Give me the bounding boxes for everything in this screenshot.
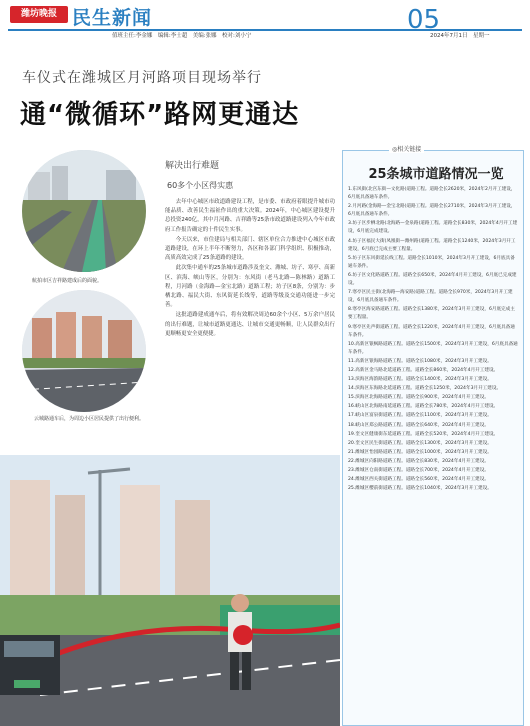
story-headline: 通“微循环”路网更通达 bbox=[20, 100, 300, 130]
list-item: 14.滨海区东海路北延道路工程。道路全长1250米，2024年3月开工建设。 bbox=[348, 386, 502, 392]
list-item: 13.滨海区海韵路道路工程。道路全长1400米，2024年3月开工建设。 bbox=[348, 377, 492, 383]
article-paragraph: 此次集中通车的25条城市道路涉及奎文、潍城、坊子、寒亭、高新区、滨海、峡山等区，分别为：东风街（老马北路—陈林路）道路工程，月河路（金海路—金宝北路）道路工程；坊子区8条，分别为：步栖北路、福民大街、东风街延长线等，道路等级及交通功能进一步完善。 bbox=[165, 265, 335, 309]
list-item: 5.坊子区东风街延长线工程。道路全长1010米，2024年3月开工建设，6月底具备通车条件。 bbox=[348, 255, 515, 269]
list-item: 8.寒亭区海安路道路工程。道路全长1380米，2024年3月开工建设，6月底完成主要工程量。 bbox=[348, 307, 515, 321]
list-item: 7.寒亭区民主街(北海路—海安路)道路工程。道路全长970米，2024年3月开工建设，6月底具备通车条件。 bbox=[348, 290, 513, 304]
list-item: 3.坊子区步栖北路(北海路—金泉路)道路工程。道路全长830米，2024年4月开工建设，6月底完成建设。 bbox=[348, 221, 518, 235]
list-item: 12.高新区金马路北延道路工程。道路全长860米，2024年4月开工建设。 bbox=[348, 367, 499, 373]
article-paragraph: 这批道路建成通车后，将有效解决周边60余个小区、5万余户居民的出行难题，让城市道路更通达、让城市交通更畅顺，让人民群众出行更顺畅更安全更便捷。 bbox=[165, 312, 335, 337]
list-item: 18.峡山区郑公路道路工程。道路全长640米，2024年4月开工建设。 bbox=[348, 422, 489, 428]
list-item: 10.高新区银枫路道路工程。道路全长1500米，2024年3月开工建设，6月底具备通车条件。 bbox=[348, 341, 518, 355]
section-title: 民生新闻 bbox=[72, 7, 153, 29]
newspaper-logo: 潍坊晚报 bbox=[10, 6, 68, 23]
list-item: 22.潍城区向阳路道路工程。道路全长830米，2024年4月开工建设。 bbox=[348, 458, 489, 464]
subhead-communities: 60多个小区得实惠 bbox=[167, 181, 234, 190]
article-paragraph: 去年中心城区市政道路建设工程，是市委、市政府着眼提升城市功能品质、改善民生福祉作出的重大决策。2024年，中心城区建设提升总投资240亿，其中月河路、吉祥路等25条市政道路建设列入今年市政府工作报告确定的十件民生实事。 bbox=[165, 199, 335, 233]
subhead-travel: 解决出行难题 bbox=[165, 161, 220, 171]
road-list bbox=[348, 186, 518, 494]
dateline: 2024年7月1日 星期一 bbox=[430, 33, 490, 39]
list-item: 19.奎文区健康街东延道路工程。道路全长520米，2024年4月开工建设。 bbox=[348, 431, 499, 437]
editor-credits: 值班主任:李金娜 编辑:李士超 美编:张娜 校对:刘小宁 bbox=[112, 33, 252, 39]
list-item: 23.潍城区仓南街道路工程。道路全长700米，2024年4月开工建设。 bbox=[348, 468, 489, 473]
panel-title: 25条城市道路情况一览 bbox=[368, 167, 504, 182]
list-item: 21.潍城区怡园路道路工程。道路全长1000米，2024年3月开工建设。 bbox=[348, 449, 492, 455]
list-item: 20.奎文区民生街道路工程。道路全长1300米，2024年3月开工建设。 bbox=[348, 440, 492, 446]
story-kicker: 车仪式在潍城区月河路项目现场举行 bbox=[22, 70, 262, 86]
list-item: 25.潍城区樱前街道路工程。道路全长1040米，2024年3月开工建设。 bbox=[348, 486, 492, 492]
ribbon-cutting-photo bbox=[0, 455, 340, 726]
photo-caption-aerial: 航拍市区吉祥路建成后的面貌。 bbox=[32, 278, 103, 284]
page-number: 05 bbox=[407, 5, 441, 35]
list-item: 4.坊子区福民大街(凤凰街—潍州路)道路工程。道路全长1240米，2024年3月开工建设，6月底已完成主要工程量。 bbox=[348, 238, 516, 252]
aerial-road-photo bbox=[22, 150, 146, 272]
list-item: 16.峡山区北海路南延道路工程。道路全长780米，2024年4月开工建设。 bbox=[348, 404, 499, 410]
list-item: 17.峡山区富泉街道路工程。道路全长1100米，2024年3月开工建设。 bbox=[348, 413, 492, 419]
list-item: 9.寒亭区先声街道路工程。道路全长1220米，2024年4月开工建设，6月底具备通车条件。 bbox=[348, 324, 515, 338]
list-item: 2.月河路(金海路—金宝北路)道路工程。道路全长2710米，2024年3月开工建设，6月底具备通车条件。 bbox=[348, 204, 516, 218]
masthead bbox=[0, 0, 530, 40]
related-link-tag: ◎相关链接 bbox=[389, 144, 424, 153]
article-body bbox=[165, 198, 335, 340]
list-item: 11.高新区银海路道路工程。道路全长1080米，2024年3月开工建设。 bbox=[348, 358, 492, 364]
list-item: 24.潍城区西关街道路工程。道路全长560米，2024年4月开工建设。 bbox=[348, 477, 489, 483]
list-item: 1.东风街(北宫东街—文化路)道路工程。道路全长2620米，2024年2月开工建设，6月底具备通车条件。 bbox=[348, 187, 516, 201]
photo-caption-residential: 云城路通车后，为周边小区居民提供了出行便利。 bbox=[34, 416, 145, 422]
article-paragraph: 今天以来，市住建局与相关部门、辖区单位合力推进中心城区市政道路建设，在环上半年不断努力，各区和各部门科学组织、积极推动，高质高效完成了25条道路的建设。 bbox=[165, 236, 335, 262]
list-item: 15.滨海区北海路道路工程。道路全长900米，2024年4月开工建设。 bbox=[348, 395, 489, 401]
residential-road-photo bbox=[22, 290, 146, 412]
list-item: 6.坊子区文化路道路工程。道路全长650米，2024年4月开工建设，6月底已完成建设。 bbox=[348, 272, 517, 287]
